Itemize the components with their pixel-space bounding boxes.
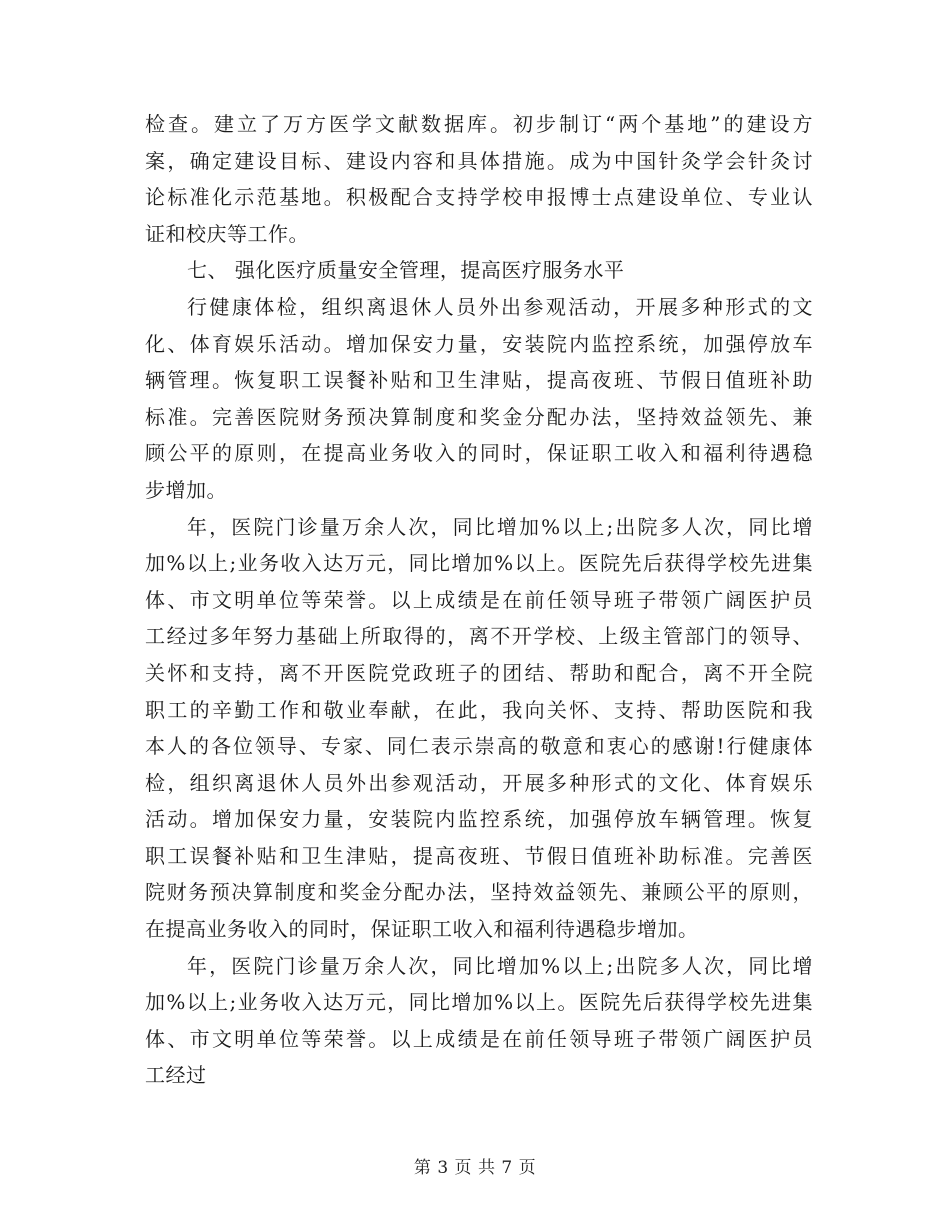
text-line: 体、市文明单位等荣誉。以上成绩是在前任领导班子带领广阔医护员 [145, 1026, 813, 1051]
text-line: 在提高业务收入的同时，保证职工收入和福利待遇稳步增加。 [145, 917, 699, 942]
section-heading: 七、 强化医疗质量安全管理，提高医疗服务水平 [187, 258, 625, 283]
text-line: 职工误餐补贴和卫生津贴，提高夜班、节假日值班补助标准。完善医 [145, 843, 813, 868]
text-line: 加%以上;业务收入达万元，同比增加%以上。医院先后获得学校先进集 [145, 551, 813, 576]
text-line: 本人的各位领导、专家、同仁表示崇高的敬意和衷心的感谢!行健康体 [145, 734, 813, 759]
text-line: 化、体育娱乐活动。增加保安力量，安装院内监控系统，加强停放车 [145, 331, 813, 356]
text-line: 检查。建立了万方医学文献数据库。初步制订“两个基地”的建设方 [145, 112, 813, 136]
text-line: 检，组织离退休人员外出参观活动，开展多种形式的文化、体育娱乐 [145, 770, 813, 795]
text-line: 工经过 [145, 1063, 207, 1088]
text-line: 年，医院门诊量万余人次，同比增加%以上;出院多人次，同比增 [187, 514, 813, 539]
document-body [145, 106, 813, 1094]
text-line: 关怀和支持，离不开医院党政班子的团结、帮助和配合，离不开全院 [145, 660, 813, 685]
text-line: 院财务预决算制度和奖金分配办法，坚持效益领先、兼顾公平的原则， [145, 880, 813, 905]
paragraph [145, 289, 813, 509]
text-line: 活动。增加保安力量，安装院内监控系统，加强停放车辆管理。恢复 [145, 807, 813, 832]
paragraph [145, 948, 813, 1094]
page-footer: 第 3 页 共 7 页 [413, 1158, 537, 1178]
text-line: 标准。完善医院财务预决算制度和奖金分配办法，坚持效益领先、兼 [145, 404, 813, 429]
text-line: 案，确定建设目标、建设内容和具体措施。成为中国针灸学会针灸讨 [145, 148, 813, 173]
text-line: 辆管理。恢复职工误餐补贴和卫生津贴，提高夜班、节假日值班补助 [145, 368, 813, 393]
text-line: 步增加。 [145, 477, 227, 502]
text-line: 论标准化示范基地。积极配合支持学校申报博士点建设单位、专业认 [145, 185, 813, 210]
paragraph [145, 509, 813, 948]
text-line: 行健康体检，组织离退休人员外出参观活动，开展多种形式的文 [187, 294, 813, 319]
text-line: 证和校庆等工作。 [145, 221, 309, 246]
text-line: 职工的辛勤工作和敬业奉献，在此，我向关怀、支持、帮助医院和我 [145, 697, 813, 722]
paragraph [145, 106, 813, 252]
text-line: 体、市文明单位等荣誉。以上成绩是在前任领导班子带领广阔医护员 [145, 587, 813, 612]
text-line: 年，医院门诊量万余人次，同比增加%以上;出院多人次，同比增 [187, 953, 813, 978]
text-line: 顾公平的原则，在提高业务收入的同时，保证职工收入和福利待遇稳 [145, 441, 813, 466]
text-line: 加%以上;业务收入达万元，同比增加%以上。医院先后获得学校先进集 [145, 990, 813, 1015]
text-line: 工经过多年努力基础上所取得的，离不开学校、上级主管部门的领导、 [145, 624, 813, 649]
